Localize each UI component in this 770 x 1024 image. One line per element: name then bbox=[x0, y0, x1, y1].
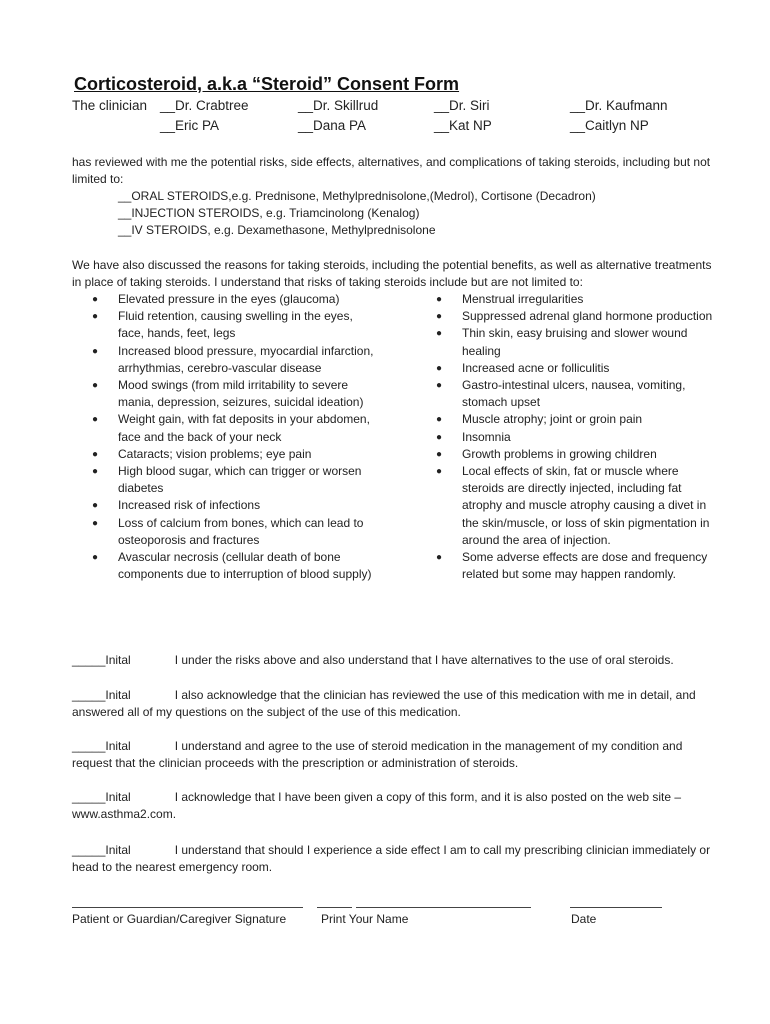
date-line[interactable] bbox=[570, 907, 662, 908]
bullet-icon: ● bbox=[92, 414, 99, 426]
list-item: ● Local effects of skin, fat or muscle where steroids are directly injected, including fat atrophy and muscle atrophy causing a divet in the skin/muscle, or loss of skin pigmentation in around the area of injection. bbox=[436, 464, 710, 547]
list-item: ● Mood swings (from mild irritability to severe mania, depression, seizures, suicidal ideation) bbox=[92, 378, 364, 410]
list-item: ● Thin skin, easy bruising and slower wound healing bbox=[436, 326, 688, 358]
bullet-icon: ● bbox=[92, 311, 99, 323]
print-name-label: Print Your Name bbox=[321, 912, 409, 926]
list-item: ● Loss of calcium from bones, which can lead to osteoporosis and fractures bbox=[92, 515, 364, 547]
list-item: ● Muscle atrophy; joint or groin pain bbox=[436, 411, 718, 428]
date-label: Date bbox=[571, 912, 597, 926]
initial-field[interactable]: _____Inital bbox=[72, 688, 131, 702]
risks-list-right bbox=[436, 291, 718, 583]
bullet-icon: ● bbox=[92, 448, 99, 460]
clinician-label: The clinician bbox=[72, 98, 148, 113]
initial-statement: _____Inital I understand that should I experience a side effect I am to call my prescribing clinician immediately or head to the nearest emergency room. bbox=[72, 843, 711, 874]
clinician-option[interactable]: __Eric PA bbox=[160, 118, 220, 133]
bullet-icon: ● bbox=[92, 500, 99, 512]
clinician-option[interactable]: __Kat NP bbox=[434, 118, 492, 133]
bullet-icon: ● bbox=[92, 466, 99, 478]
clinician-option[interactable]: __Dr. Crabtree bbox=[160, 98, 249, 113]
steroid-type-injection[interactable]: __INJECTION STEROIDS, e.g. Triamcinolong (Kenalog) bbox=[118, 206, 420, 220]
bullet-icon: ● bbox=[92, 294, 99, 305]
initial-field[interactable]: _____Inital bbox=[72, 653, 131, 667]
clinician-option[interactable]: __Dr. Siri bbox=[434, 98, 490, 113]
print-name-line[interactable] bbox=[356, 907, 531, 908]
bullet-icon: ● bbox=[436, 448, 443, 460]
bullet-icon: ● bbox=[92, 552, 99, 564]
initial-statement: _____Inital I acknowledge that I have been given a copy of this form, and it is also posted on the web site – www.asthma2.com. bbox=[72, 790, 682, 821]
bullet-icon: ● bbox=[436, 362, 443, 374]
list-item: ● Elevated pressure in the eyes (glaucoma) bbox=[92, 291, 374, 308]
bullet-icon: ● bbox=[92, 345, 99, 357]
bullet-icon: ● bbox=[436, 431, 443, 443]
form-title: Corticosteroid, a.k.a “Steroid” Consent Form bbox=[74, 74, 460, 94]
initial-statement: _____Inital I under the risks above and also understand that I have alternatives to the use of oral steroids. bbox=[72, 653, 674, 667]
bullet-icon: ● bbox=[436, 311, 443, 323]
bullet-icon: ● bbox=[436, 380, 443, 392]
risks-list-left bbox=[92, 291, 374, 583]
steroid-type-oral[interactable]: __ORAL STEROIDS,e.g. Prednisone, Methylprednisolone,(Medrol), Cortisone (Decadron) bbox=[118, 189, 596, 203]
list-item: ● Increased risk of infections bbox=[92, 497, 374, 514]
initial-statement: _____Inital I understand and agree to the use of steroid medication in the management of my condition and request that the clinician proceeds with the prescription or administration of steroids. bbox=[72, 739, 683, 770]
print-name-line-short[interactable] bbox=[317, 907, 352, 908]
initial-field[interactable]: _____Inital bbox=[72, 739, 131, 753]
bullet-icon: ● bbox=[92, 380, 99, 392]
list-item: ● Some adverse effects are dose and frequency related but some may happen randomly. bbox=[436, 550, 708, 582]
clinician-option[interactable]: __Dr. Kaufmann bbox=[570, 98, 668, 113]
list-item: ● Growth problems in growing children bbox=[436, 446, 718, 463]
list-item: ● Increased acne or folliculitis bbox=[436, 360, 718, 377]
intro-paragraph: has reviewed with me the potential risks, side effects, alternatives, and complications of taking steroids, including but not limited to: bbox=[72, 155, 711, 186]
list-item: ● Insomnia bbox=[436, 429, 718, 446]
list-item: ● Avascular necrosis (cellular death of bone components due to interruption of blood supply) bbox=[92, 550, 372, 582]
clinician-option[interactable]: __Dana PA bbox=[298, 118, 367, 133]
initial-field[interactable]: _____Inital bbox=[72, 790, 131, 804]
clinician-option[interactable]: __Caitlyn NP bbox=[570, 118, 649, 133]
list-item: ● High blood sugar, which can trigger or worsen diabetes bbox=[92, 464, 362, 496]
list-item: ● Fluid retention, causing swelling in the eyes, face, hands, feet, legs bbox=[92, 309, 353, 341]
list-item: ● Suppressed adrenal gland hormone production bbox=[436, 308, 718, 325]
signature-label: Patient or Guardian/Caregiver Signature bbox=[72, 912, 287, 926]
list-item: ● Weight gain, with fat deposits in your abdomen, face and the back of your neck bbox=[92, 412, 370, 444]
bullet-icon: ● bbox=[436, 414, 443, 426]
bullet-icon: ● bbox=[436, 552, 443, 564]
list-item: ● Increased blood pressure, myocardial infarction, arrhythmias, cerebro-vascular disease bbox=[92, 343, 374, 375]
steroid-type-iv[interactable]: __IV STEROIDS, e.g. Dexamethasone, Methylprednisolone bbox=[118, 223, 436, 237]
bullet-icon: ● bbox=[436, 294, 443, 305]
initial-field[interactable]: _____Inital bbox=[72, 843, 131, 857]
list-item: ● Gastro-intestinal ulcers, nausea, vomiting, stomach upset bbox=[436, 378, 686, 410]
bullet-icon: ● bbox=[436, 466, 443, 478]
list-item: ● Menstrual irregularities bbox=[436, 291, 718, 308]
bullet-icon: ● bbox=[92, 517, 99, 529]
initial-statement: _____Inital I also acknowledge that the clinician has reviewed the use of this medication with me in detail, and answered all of my questions on the subject of the use of this medication. bbox=[72, 688, 696, 719]
bullet-icon: ● bbox=[436, 328, 443, 340]
discussion-paragraph: We have also discussed the reasons for taking steroids, including the potential benefits, as well as alternative treatments in place of taking steroids. I understand that risks of taking steroids include but are not limited to: bbox=[72, 258, 712, 289]
signature-line[interactable] bbox=[72, 907, 303, 908]
clinician-option[interactable]: __Dr. Skillrud bbox=[298, 98, 379, 113]
list-item: ● Cataracts; vision problems; eye pain bbox=[92, 446, 374, 463]
